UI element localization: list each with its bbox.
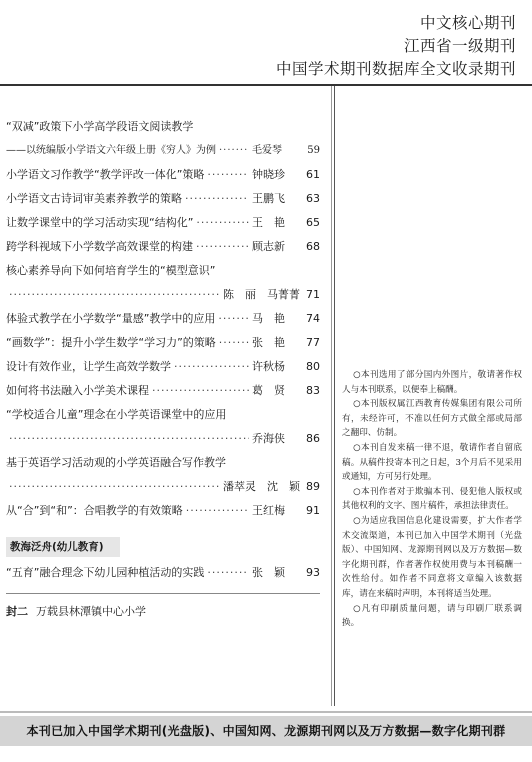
toc-row[interactable] bbox=[6, 115, 320, 139]
toc-author: 毛爱琴 bbox=[252, 145, 282, 156]
toc-author: 葛 贤 bbox=[252, 384, 285, 397]
toc-page: 89 bbox=[306, 480, 320, 493]
notice-paragraph: ○凡有印刷质量问题，请与印刷厂联系调换。 bbox=[342, 603, 522, 629]
toc-title: “双减”政策下小学高学段语文阅读教学 bbox=[6, 120, 194, 133]
toc-row[interactable] bbox=[6, 451, 320, 475]
toc-title: 小学语文习作教学“教学评改一体化”策略 bbox=[6, 168, 205, 181]
toc-page: 91 bbox=[306, 504, 320, 517]
toc-page: 93 bbox=[306, 566, 320, 579]
leader-dots bbox=[186, 499, 249, 523]
leader-dots bbox=[207, 163, 249, 187]
toc-row[interactable] bbox=[6, 403, 320, 427]
toc-row[interactable] bbox=[6, 211, 320, 235]
toc-author: 许秋杨 bbox=[252, 360, 285, 373]
leader-dots bbox=[185, 187, 249, 211]
leader-dots bbox=[219, 331, 249, 355]
toc-page: 71 bbox=[306, 288, 320, 301]
toc-author: 王 艳 bbox=[252, 216, 285, 229]
toc-page: 65 bbox=[306, 216, 320, 229]
column-divider bbox=[334, 86, 335, 706]
table-of-contents bbox=[6, 115, 320, 624]
toc-row[interactable] bbox=[6, 475, 320, 499]
toc-author: 王红梅 bbox=[252, 504, 285, 517]
toc-page: 59 bbox=[307, 145, 320, 156]
section-divider bbox=[6, 593, 320, 594]
credential-line-2: 江西省一级期刊 bbox=[403, 37, 516, 55]
toc-page: 61 bbox=[306, 168, 320, 181]
toc-title: “学校适合儿童”理念在小学英语课堂中的应用 bbox=[6, 408, 227, 421]
toc-row[interactable] bbox=[6, 499, 320, 523]
leader-dots bbox=[218, 307, 249, 331]
toc-author: 顾志新 bbox=[252, 240, 285, 253]
toc-row[interactable] bbox=[6, 163, 320, 187]
section-heading: 教海泛舟(幼儿教育) bbox=[6, 537, 120, 557]
toc-row[interactable] bbox=[6, 355, 320, 379]
leader-dots bbox=[9, 283, 220, 307]
credential-line-3: 中国学术期刊数据库全文收录期刊 bbox=[275, 60, 516, 78]
credential-line-1: 中文核心期刊 bbox=[419, 14, 516, 32]
toc-title: 让数学课堂中的学习活动实现“结构化” bbox=[6, 216, 194, 229]
header-divider bbox=[0, 84, 532, 86]
leader-dots bbox=[9, 475, 220, 499]
toc-author: 潘萃灵 沈 颖 bbox=[223, 480, 300, 493]
notice-paragraph: ○本刊作者对于欺骗本刊、侵犯他人版权或其他权利的文字、图片稿件，承担法律责任。 bbox=[342, 486, 522, 512]
leader-dots bbox=[207, 561, 249, 585]
toc-row[interactable] bbox=[6, 307, 320, 331]
toc-title: 设计有效作业，让学生高效学数学 bbox=[6, 360, 171, 373]
cover-text: 万载县林潭镇中心小学 bbox=[36, 605, 146, 618]
toc-page: 77 bbox=[306, 336, 320, 349]
notice-paragraph: ○本刊版权属江西教育传媒集团有限公司所有，未经许可，不准以任何方式做全部或局部之翻印、仿制。 bbox=[342, 399, 522, 439]
toc-page: 68 bbox=[306, 240, 320, 253]
leader-dots bbox=[219, 139, 249, 163]
toc-title: 如何将书法融入小学美术课程 bbox=[6, 384, 149, 397]
toc-author: 陈 丽 马菁菁 bbox=[223, 288, 300, 301]
toc-page: 63 bbox=[306, 192, 320, 205]
toc-row[interactable] bbox=[6, 561, 320, 585]
notice-paragraph: ○本刊选用了部分国内外图片，敬请著作权人与本刊联系，以便奉上稿酬。 bbox=[342, 370, 522, 395]
column-divider-inner bbox=[331, 86, 332, 706]
toc-title: 从“合”到“和”：合唱教学的有效策略 bbox=[6, 504, 183, 517]
toc-author: 王鹏飞 bbox=[252, 192, 285, 205]
toc-title: 跨学科视域下小学数学高效课堂的构建 bbox=[6, 240, 193, 253]
leader-dots bbox=[196, 211, 249, 235]
toc-author: 乔海侠 bbox=[252, 432, 285, 445]
leader-dots bbox=[9, 427, 249, 451]
toc-title: 小学语文古诗词审美素养教学的策略 bbox=[6, 192, 182, 205]
notice-paragraph: ○本刊自发来稿一律不退，敬请作者自留底稿。从稿件投寄本刊之日起，3个月后不见采用或通知，方可另行处理。 bbox=[342, 442, 522, 483]
leader-dots bbox=[174, 355, 249, 379]
toc-author: 张 艳 bbox=[252, 336, 285, 349]
toc-row[interactable] bbox=[6, 379, 320, 403]
toc-page: 80 bbox=[306, 360, 320, 373]
toc-author: 钟晓珍 bbox=[252, 168, 285, 181]
toc-title: ——以统编版小学语文六年级上册《穷人》为例 bbox=[6, 145, 216, 156]
leader-dots bbox=[196, 235, 249, 259]
editorial-notices bbox=[342, 368, 522, 631]
toc-title: “五育”融合理念下幼儿园种植活动的实践 bbox=[6, 566, 205, 579]
toc-page: 83 bbox=[306, 384, 320, 397]
toc-row[interactable] bbox=[6, 283, 320, 307]
cover-credit bbox=[6, 600, 320, 624]
toc-author: 马 艳 bbox=[252, 312, 285, 325]
toc-title: “画数学”：提升小学生数学“学习力”的策略 bbox=[6, 336, 216, 349]
toc-author: 张 颖 bbox=[252, 566, 285, 579]
toc-row[interactable] bbox=[6, 187, 320, 211]
leader-dots bbox=[152, 379, 249, 403]
toc-title: 基于英语学习活动观的小学英语融合写作教学 bbox=[6, 456, 226, 469]
toc-title: 体验式教学在小学数学“量感”教学中的应用 bbox=[6, 312, 216, 325]
database-banner: 本刊已加入中国学术期刊(光盘版)、中国知网、龙源期刊网以及万方数据—数字化期刊群 bbox=[0, 716, 532, 746]
toc-title: 核心素养导向下如何培育学生的“模型意识” bbox=[6, 264, 216, 277]
notice-paragraph: ○为适应我国信息化建设需要，扩大作者学术交流渠道，本刊已加入中国学术期刊（光盘版）、中国知网、龙源期刊网以及万方数据—数字化期刊群，作者著作权使用费与本刊稿酬一次性给付。如作者不同意将文章编入该数据库，请在来稿时声明，本刊将适当处理。 bbox=[342, 515, 522, 599]
toc-row[interactable] bbox=[6, 331, 320, 355]
cover-label: 封二 bbox=[6, 605, 28, 618]
toc-row[interactable] bbox=[6, 427, 320, 451]
toc-row[interactable] bbox=[6, 235, 320, 259]
toc-page: 86 bbox=[306, 432, 320, 445]
toc-page: 74 bbox=[306, 312, 320, 325]
toc-row[interactable] bbox=[6, 139, 320, 163]
journal-credentials bbox=[276, 12, 516, 81]
toc-row[interactable] bbox=[6, 259, 320, 283]
